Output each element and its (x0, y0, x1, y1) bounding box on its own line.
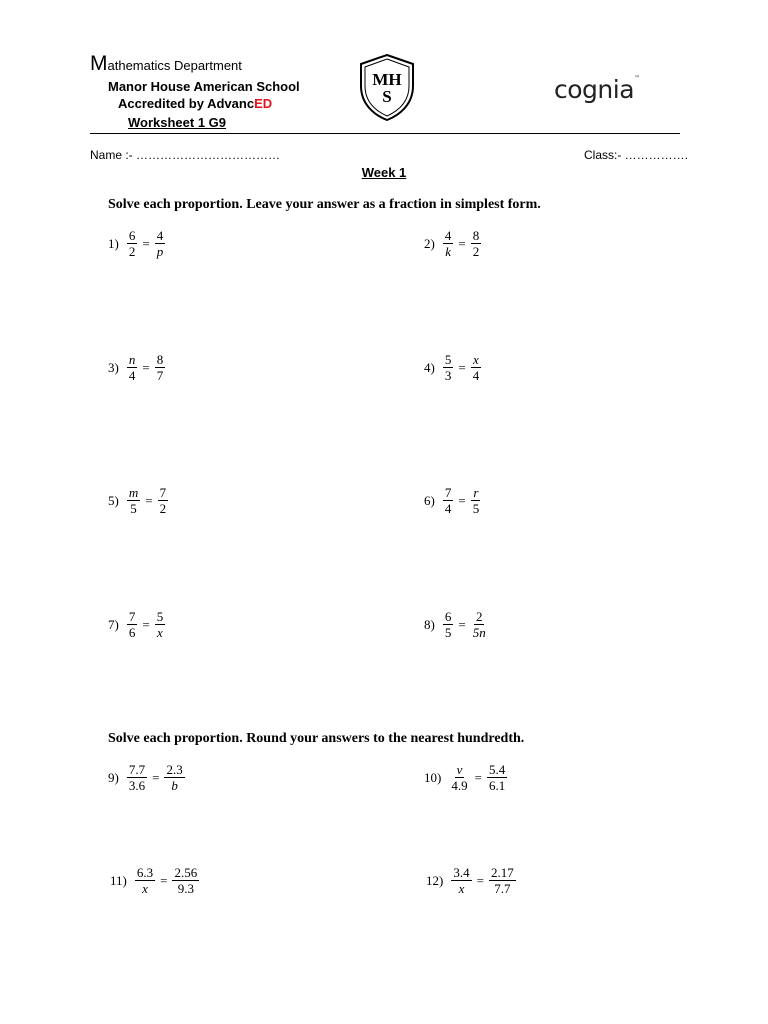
right-fraction (487, 762, 507, 793)
denominator: x (142, 881, 148, 896)
problem-1 (108, 228, 167, 259)
equals-sign: = (458, 616, 466, 632)
equals-sign: = (458, 359, 466, 375)
denominator: 7.7 (494, 881, 511, 896)
problem-7 (108, 609, 167, 640)
section2-instruction: Solve each proportion. Round your answers to the nearest hundredth. (108, 731, 525, 746)
name-field[interactable]: Name :- ……………………………… (90, 148, 281, 162)
header-divider (90, 133, 680, 134)
left-fraction (449, 762, 469, 793)
left-fraction (451, 865, 471, 896)
right-fraction (155, 609, 166, 640)
numerator: 6 (444, 609, 452, 624)
school-shield-logo (356, 52, 418, 127)
equals-sign: = (160, 872, 168, 888)
right-fraction (172, 865, 199, 896)
problem-8 (424, 609, 490, 640)
problem-3 (108, 352, 167, 383)
department-title (90, 52, 242, 76)
numerator: 2.3 (166, 762, 183, 777)
numerator: 5 (444, 352, 452, 367)
denominator: x (458, 881, 465, 896)
denominator: x (157, 625, 163, 640)
numerator: 3.4 (453, 865, 470, 880)
problem-number: 4) (424, 359, 435, 375)
left-fraction (443, 228, 454, 259)
accreditation-line (118, 96, 272, 111)
problem-number: 11) (110, 872, 127, 888)
right-fraction (158, 485, 169, 516)
denominator: 2 (472, 244, 480, 259)
right-fraction (155, 352, 166, 383)
problem-1 (108, 762, 187, 793)
section1-instruction: Solve each proportion. Leave your answer as a fraction in simplest form. (108, 197, 541, 212)
problem-6 (424, 485, 483, 516)
problem-5 (108, 485, 170, 516)
equals-sign: = (458, 492, 466, 508)
equals-sign: = (152, 769, 160, 785)
numerator: m (128, 485, 139, 500)
denominator: 5n (472, 625, 486, 640)
problem-2 (424, 762, 509, 793)
denominator: 3.6 (128, 778, 146, 793)
denominator: 5 (130, 501, 137, 516)
denominator: 6.1 (488, 778, 506, 793)
problem-3 (110, 865, 201, 896)
problem-2 (424, 228, 483, 259)
equals-sign: = (142, 616, 150, 632)
numerator: 4 (444, 228, 452, 243)
denominator: 4 (444, 501, 452, 516)
problem-4 (426, 865, 518, 896)
problem-number: 3) (108, 359, 119, 375)
left-fraction (443, 485, 454, 516)
right-fraction (471, 228, 482, 259)
logo-mh-text: MH (372, 70, 402, 89)
left-fraction (127, 485, 140, 516)
equals-sign: = (476, 872, 484, 888)
accreditation-suffix: ED (254, 96, 273, 111)
denominator: k (445, 244, 451, 259)
numerator: r (473, 485, 479, 500)
cognia-logo (554, 75, 640, 104)
accreditation-prefix: Accredited by Advanc (118, 96, 255, 111)
denominator: 4 (128, 368, 136, 383)
problem-number: 10) (424, 769, 442, 785)
right-fraction (155, 228, 166, 259)
denominator: 7 (156, 368, 164, 383)
numerator: 2.17 (490, 865, 514, 880)
problem-number: 2) (424, 235, 435, 251)
numerator: 5 (156, 609, 164, 624)
numerator: 4 (156, 228, 164, 243)
right-fraction (471, 485, 482, 516)
numerator: 7 (128, 609, 136, 624)
denominator: 2 (128, 244, 136, 259)
numerator: 7 (159, 485, 167, 500)
denominator: 4.9 (451, 778, 468, 793)
numerator: 8 (156, 352, 164, 367)
cognia-trademark: ™ (634, 75, 640, 82)
left-fraction (127, 762, 147, 793)
denominator: 2 (159, 501, 167, 516)
problem-number: 8) (424, 616, 435, 632)
week-label: Week 1 (361, 165, 407, 180)
numerator: 2 (475, 609, 483, 624)
problem-4 (424, 352, 483, 383)
numerator: 7.7 (128, 762, 146, 777)
numerator: n (128, 352, 136, 367)
department-rest: athematics Department (107, 58, 242, 73)
worksheet-title: Worksheet 1 G9 (128, 115, 227, 130)
equals-sign: = (458, 235, 466, 251)
school-name: Manor House American School (108, 79, 300, 94)
denominator: 6 (128, 625, 136, 640)
denominator: b (171, 778, 178, 793)
equals-sign: = (142, 235, 150, 251)
problem-number: 5) (108, 492, 119, 508)
right-fraction (489, 865, 516, 896)
right-fraction (164, 762, 184, 793)
numerator: 6 (128, 228, 136, 243)
cognia-logo-text: cognia (554, 75, 635, 104)
problem-number: 9) (108, 769, 119, 785)
equals-sign: = (142, 359, 150, 375)
left-fraction (135, 865, 155, 896)
left-fraction (443, 352, 454, 383)
left-fraction (127, 352, 138, 383)
week-heading (0, 165, 768, 180)
right-fraction (471, 609, 488, 640)
numerator: x (473, 352, 479, 367)
equals-sign: = (145, 492, 153, 508)
numerator: 5.4 (488, 762, 506, 777)
logo-s-text: S (382, 87, 392, 106)
problem-number: 6) (424, 492, 435, 508)
denominator: 4 (472, 368, 480, 383)
denominator: 3 (444, 368, 452, 383)
denominator: 9.3 (177, 881, 194, 896)
problem-number: 1) (108, 235, 119, 251)
numerator: 6.3 (136, 865, 154, 880)
left-fraction (443, 609, 454, 640)
problem-number: 12) (426, 872, 444, 888)
equals-sign: = (474, 769, 482, 785)
department-initial: M (90, 52, 108, 75)
left-fraction (127, 609, 138, 640)
class-field[interactable]: Class:- ……………. (584, 148, 689, 162)
denominator: 5 (444, 625, 452, 640)
numerator: 8 (472, 228, 480, 243)
numerator: 7 (444, 485, 452, 500)
left-fraction (127, 228, 138, 259)
denominator: p (156, 244, 164, 259)
numerator: 2.56 (174, 865, 198, 880)
right-fraction (471, 352, 482, 383)
numerator: v (456, 762, 463, 777)
problem-number: 7) (108, 616, 119, 632)
denominator: 5 (472, 501, 480, 516)
